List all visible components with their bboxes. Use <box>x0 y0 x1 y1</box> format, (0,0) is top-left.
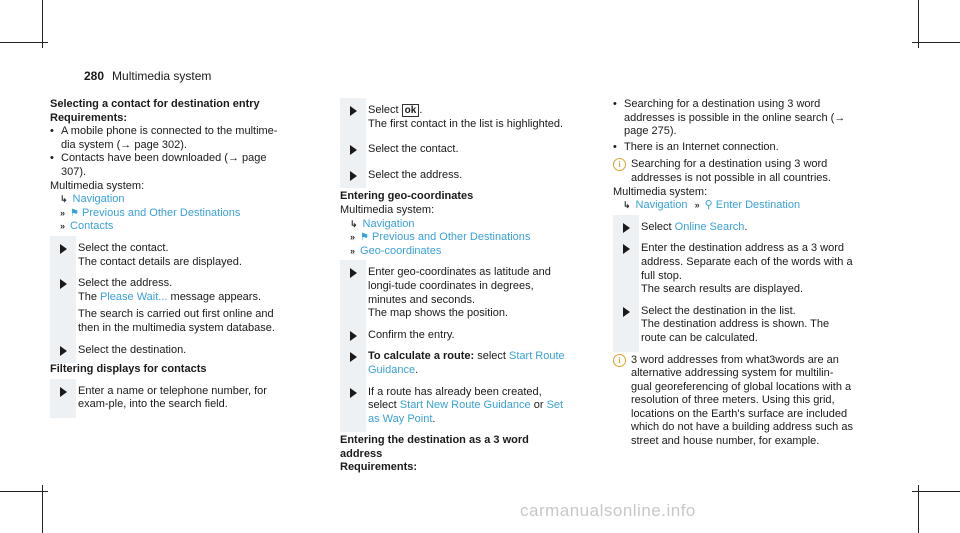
note: i 3 word addresses from what3words are an alternative addressing system for multilin-gual georeferencing of global locations with a resolution of three meters. Using this grid, locations on the Earth's surface are included which do not have a building address such as street and house number, for example. <box>613 354 853 449</box>
step: Select the destination. <box>50 344 282 358</box>
step-arrow-icon <box>350 268 357 278</box>
nav-previous-destinations[interactable]: » ⚑ Previous and Other Destinations <box>350 231 531 244</box>
multimedia-label: Multimedia system: <box>50 179 145 192</box>
heading-filtering: Filtering displays for contacts <box>50 363 207 376</box>
column-1 <box>50 98 282 412</box>
crop-mark <box>42 0 43 48</box>
step: Select the destination in the list. The destination address is shown. The route can be calculated. <box>613 305 853 346</box>
page-header <box>84 70 211 84</box>
step-arrow-icon <box>60 346 67 356</box>
crop-mark <box>918 485 919 533</box>
step-arrow-icon <box>350 145 357 155</box>
set-as-way-point-link: Set as Way Point <box>368 399 564 425</box>
page-number: 280 <box>84 69 105 83</box>
nav-contacts[interactable]: » Contacts <box>60 220 114 233</box>
crop-mark <box>918 0 919 48</box>
multimedia-label: Multimedia system: <box>340 203 435 216</box>
section-title: Multimedia system <box>112 69 212 83</box>
watermark: carmanualsonline.info <box>520 501 696 520</box>
step: Select the address. <box>340 169 572 183</box>
step-arrow-icon <box>60 279 67 289</box>
search-icon: ⚲ <box>704 199 713 212</box>
return-arrow-icon: ↳ <box>60 194 68 205</box>
return-arrow-icon: ↳ <box>623 200 631 211</box>
step: Confirm the entry. <box>340 329 572 343</box>
crop-mark <box>912 42 960 43</box>
double-chevron-icon: » <box>350 232 356 243</box>
step: Select the address. The Please Wait... message appears. The search is carried out first online and then in the multimedia system database. <box>50 277 282 335</box>
step-arrow-icon <box>60 244 67 254</box>
requirements-label: Requirements: <box>50 111 128 124</box>
crop-mark <box>0 491 48 492</box>
step-arrow-icon <box>350 352 357 362</box>
step-arrow-icon <box>60 387 67 397</box>
flag-icon: ⚑ <box>360 232 369 244</box>
info-icon: i <box>613 158 626 171</box>
crop-mark <box>912 491 960 492</box>
double-chevron-icon: » <box>694 200 700 211</box>
step: Enter geo-coordinates as latitude and longi-tude coordinates in degrees, minutes and seconds. The map shows the position. <box>340 266 572 320</box>
step: Select ok . The first contact in the list is highlighted. <box>340 104 572 131</box>
ok-key-icon: ok <box>402 104 420 117</box>
nav-geo-coordinates[interactable]: » Geo-coordinates <box>350 244 442 257</box>
note: i Searching for a destination using 3 word addresses is not possible in all countries. <box>613 158 853 185</box>
nav-navigation[interactable]: ↳ Navigation <box>60 193 125 206</box>
step: To calculate a route: select Start Route Guidance. <box>340 350 572 377</box>
info-icon: i <box>613 354 626 367</box>
crop-mark <box>42 485 43 533</box>
nav-previous-destinations[interactable]: » ⚑ Previous and Other Destinations <box>60 206 241 219</box>
step: Select the contact. <box>340 143 572 157</box>
requirement-item: • There is an Internet connection. <box>613 141 853 155</box>
column-3 <box>613 98 853 449</box>
step: Enter a name or telephone number, for exam-ple, into the search field. <box>50 385 282 412</box>
flag-icon: ⚑ <box>70 207 79 219</box>
heading-geo-coordinates: Entering geo-coordinates <box>340 190 474 203</box>
double-chevron-icon: » <box>350 245 356 256</box>
step: Select Online Search. <box>613 221 853 235</box>
start-new-route-guidance-link: Start New Route Guidance <box>399 399 531 412</box>
return-arrow-icon: ↳ <box>350 218 358 229</box>
step-arrow-icon <box>350 106 357 116</box>
requirements-label: Requirements: <box>340 461 418 474</box>
requirement-item: • Searching for a destination using 3 word addresses is possible in the online search (→ page 275). <box>613 98 853 139</box>
multimedia-label: Multimedia system: <box>613 185 708 198</box>
step: Enter the destination address as a 3 word address. Separate each of the words with a full stop. The search results are displayed. <box>613 242 853 296</box>
heading-select-contact: Selecting a contact for destination entry <box>50 98 260 110</box>
step-arrow-icon <box>623 307 630 317</box>
step-arrow-icon <box>623 223 630 233</box>
requirement-item: • A mobile phone is connected to the multime-dia system (→ page 302). <box>50 125 282 152</box>
step-arrow-icon <box>350 388 357 398</box>
requirement-item: • Contacts have been downloaded (→ page 307). <box>50 152 282 179</box>
step-arrow-icon <box>623 244 630 254</box>
nav-navigation-enter-destination[interactable]: ↳ Navigation » ⚲ Enter Destination <box>623 199 801 212</box>
online-search-link: Online Search <box>674 220 745 233</box>
heading-3-word-address: Entering the destination as a 3 word address <box>340 434 529 460</box>
please-wait-link: Please Wait... <box>100 290 168 303</box>
crop-mark <box>0 42 48 43</box>
step: If a route has already been created, select Start New Route Guidance or Set as Way Point. <box>340 386 572 427</box>
double-chevron-icon: » <box>60 221 66 232</box>
column-2 <box>340 98 572 475</box>
step-arrow-icon <box>350 171 357 181</box>
nav-navigation[interactable]: ↳ Navigation <box>350 217 415 230</box>
double-chevron-icon: » <box>60 207 66 218</box>
step-arrow-icon <box>350 331 357 341</box>
start-route-guidance-link: Start Route Guidance <box>368 350 565 376</box>
step: Select the contact. The contact details are displayed. <box>50 242 282 269</box>
